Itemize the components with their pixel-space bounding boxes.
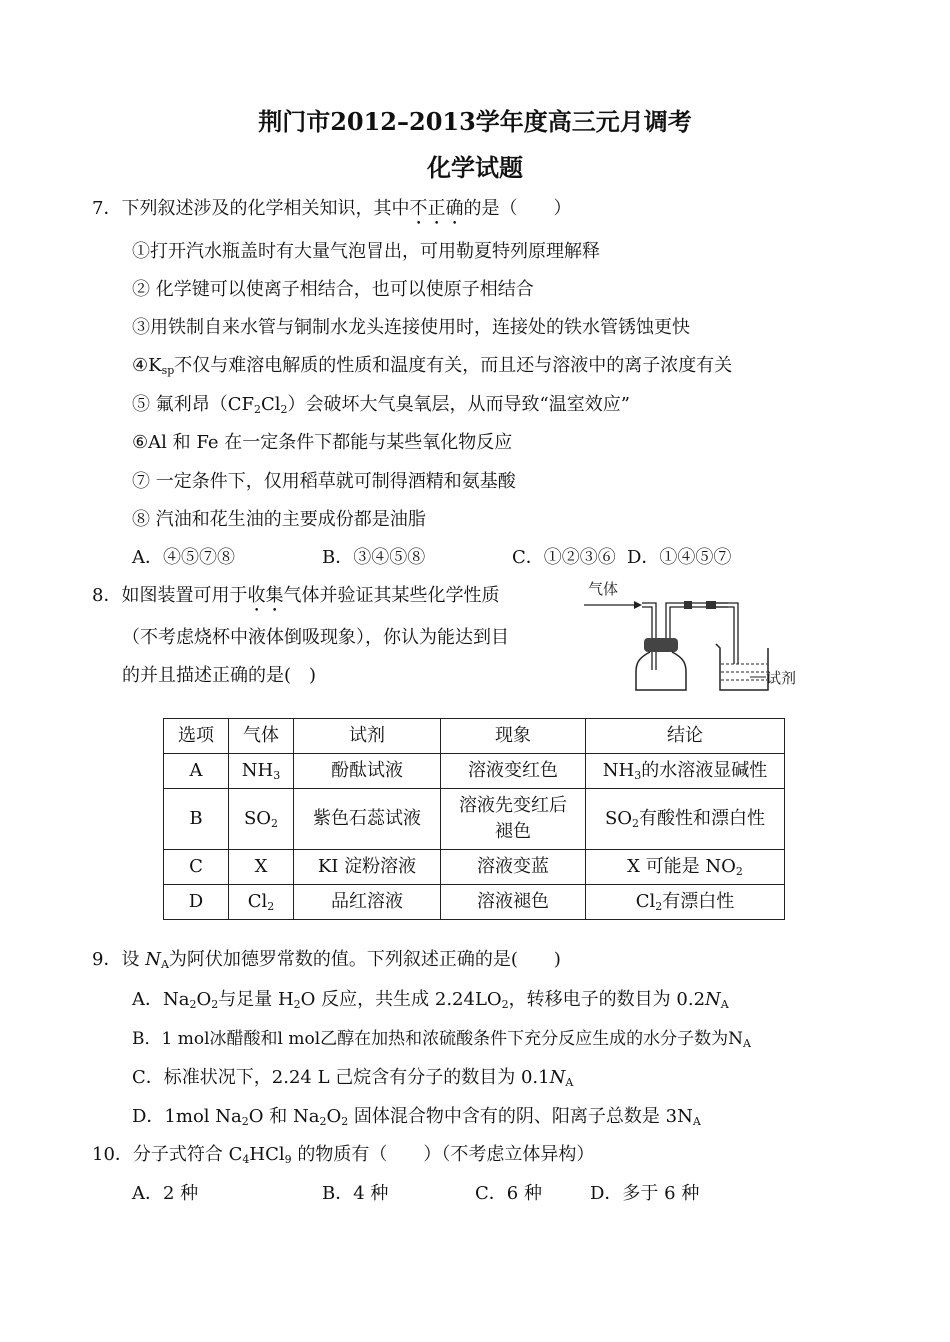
q7-option-b: B．③④⑤⑧ — [322, 547, 426, 568]
cell-option: B — [164, 789, 229, 850]
header-conclusion: 结论 — [586, 719, 785, 754]
q8-stem-line2: （不考虑烧杯中液体倒吸现象），你认为能达到目 — [122, 627, 509, 648]
cell-conclusion: $Cl_2$有漂白性 — [586, 885, 785, 920]
q9-option-b: B．1 mol冰醋酸和l mol乙醇在加热和浓硫酸条件下充分反应生成的水分子数为$N_A$ — [132, 1029, 751, 1050]
cell-phenomenon: 溶液褪色 — [441, 885, 586, 920]
cell-gas: $NH_3$ — [229, 754, 294, 789]
q7-item-8: ⑧ 汽油和花生油的主要成份都是油脂 — [132, 509, 426, 530]
cell-reagent: KI 淀粉溶液 — [294, 850, 441, 885]
q7-option-a: A．④⑤⑦⑧ — [132, 547, 235, 568]
q8-stem-line1: 8．如图装置可用于收集气体并验证其某些化学性质 — [92, 585, 500, 606]
q8-table — [163, 718, 785, 920]
q7-item-1: ①打开汽水瓶盖时有大量气泡冒出，可用勒夏特列原理解释 — [132, 241, 600, 262]
q7-item-4: $④K_{sp}$不仅与难溶电解质的性质和温度有关，而且还与溶液中的离子浓度有关 — [132, 355, 733, 377]
q10-option-a: A．2 种 — [132, 1183, 199, 1204]
q7-option-c: C．①②③⑥ — [512, 547, 616, 568]
q7-stem: 7．下列叙述涉及的化学相关知识，其中不正确的是（ ） — [92, 198, 572, 219]
q7-item-7: ⑦ 一定条件下，仅用稻草就可制得酒精和氨基酸 — [132, 471, 516, 492]
q7-option-d: D．①④⑤⑦ — [627, 547, 732, 568]
q10-option-b: B．4 种 — [322, 1183, 389, 1204]
cell-phenomenon: 溶液变蓝 — [441, 850, 586, 885]
cell-phenomenon: 溶液先变红后 褪色 — [441, 789, 586, 850]
q9-option-c: C．标准状况下，2.24 L 己烷含有分子的数目为 $0.1N_A$ — [132, 1067, 574, 1089]
cell-gas: $SO_2$ — [229, 789, 294, 850]
q9-stem: 9．设 $N_A$为阿伏加德罗常数的值。下列叙述正确的是( ) — [92, 949, 561, 971]
cell-conclusion: $SO_2$有酸性和漂白性 — [586, 789, 785, 850]
page-subtitle: 化学试题 — [427, 153, 523, 182]
cell-option: A — [164, 754, 229, 789]
cell-option: C — [164, 850, 229, 885]
q10-option-d: D．多于 6 种 — [590, 1183, 700, 1204]
q10-stem: 10．分子式符合 $C_4HCl_9$ 的物质有（ ）（不考虑立体异构） — [92, 1144, 595, 1166]
q7-item-5: ⑤ 氟利昂$(CF_2Cl_2)$会破坏大气臭氧层，从而导致“温室效应” — [132, 394, 630, 416]
cell-gas: X — [229, 850, 294, 885]
table-header-row — [164, 719, 785, 754]
cell-option: D — [164, 885, 229, 920]
header-reagent: 试剂 — [294, 719, 441, 754]
q7-item-6: ⑥Al 和 Fe 在一定条件下都能与某些氧化物反应 — [132, 432, 513, 453]
q7-item-2: ② 化学键可以使离子相结合，也可以使原子相结合 — [132, 279, 534, 300]
q9-option-a: A．$Na_2O_2$与足量 $H_2O$ 反应，共生成 $2.24LO_2$，转移电子的数目为 $0.2N_A$ — [132, 989, 729, 1011]
q10-option-c: C．6 种 — [475, 1183, 542, 1204]
page-title: 荆门市2012–2013学年度高三元月调考 — [258, 107, 692, 136]
header-option: 选项 — [164, 719, 229, 754]
q8-stem-line3: 的并且描述正确的是( ) — [122, 665, 317, 686]
table-row — [164, 754, 785, 789]
table-row — [164, 850, 785, 885]
reagent-label: 试剂 — [766, 669, 797, 687]
cell-conclusion: X 可能是 $NO_2$ — [586, 850, 785, 885]
cell-phenomenon: 溶液变红色 — [441, 754, 586, 789]
cell-gas: $Cl_2$ — [229, 885, 294, 920]
q7-item-3: ③用铁制自来水管与铜制水龙头连接使用时，连接处的铁水管锈蚀更快 — [132, 317, 690, 338]
table-row — [164, 885, 785, 920]
gas-label: 气体 — [588, 580, 619, 598]
cell-conclusion: $NH_3$的水溶液显碱性 — [586, 754, 785, 789]
cell-reagent: 品红溶液 — [294, 885, 441, 920]
cell-reagent: 紫色石蕊试液 — [294, 789, 441, 850]
header-phenomenon: 现象 — [441, 719, 586, 754]
q9-option-d: D．1mol $Na_2O$ 和 $Na_2O_2$ 固体混合物中含有的阴、阳离子总数是 $3N_A$ — [132, 1106, 701, 1128]
header-gas: 气体 — [229, 719, 294, 754]
table-row — [164, 789, 785, 850]
gas-apparatus-figure — [580, 572, 810, 697]
cell-reagent: 酚酞试液 — [294, 754, 441, 789]
